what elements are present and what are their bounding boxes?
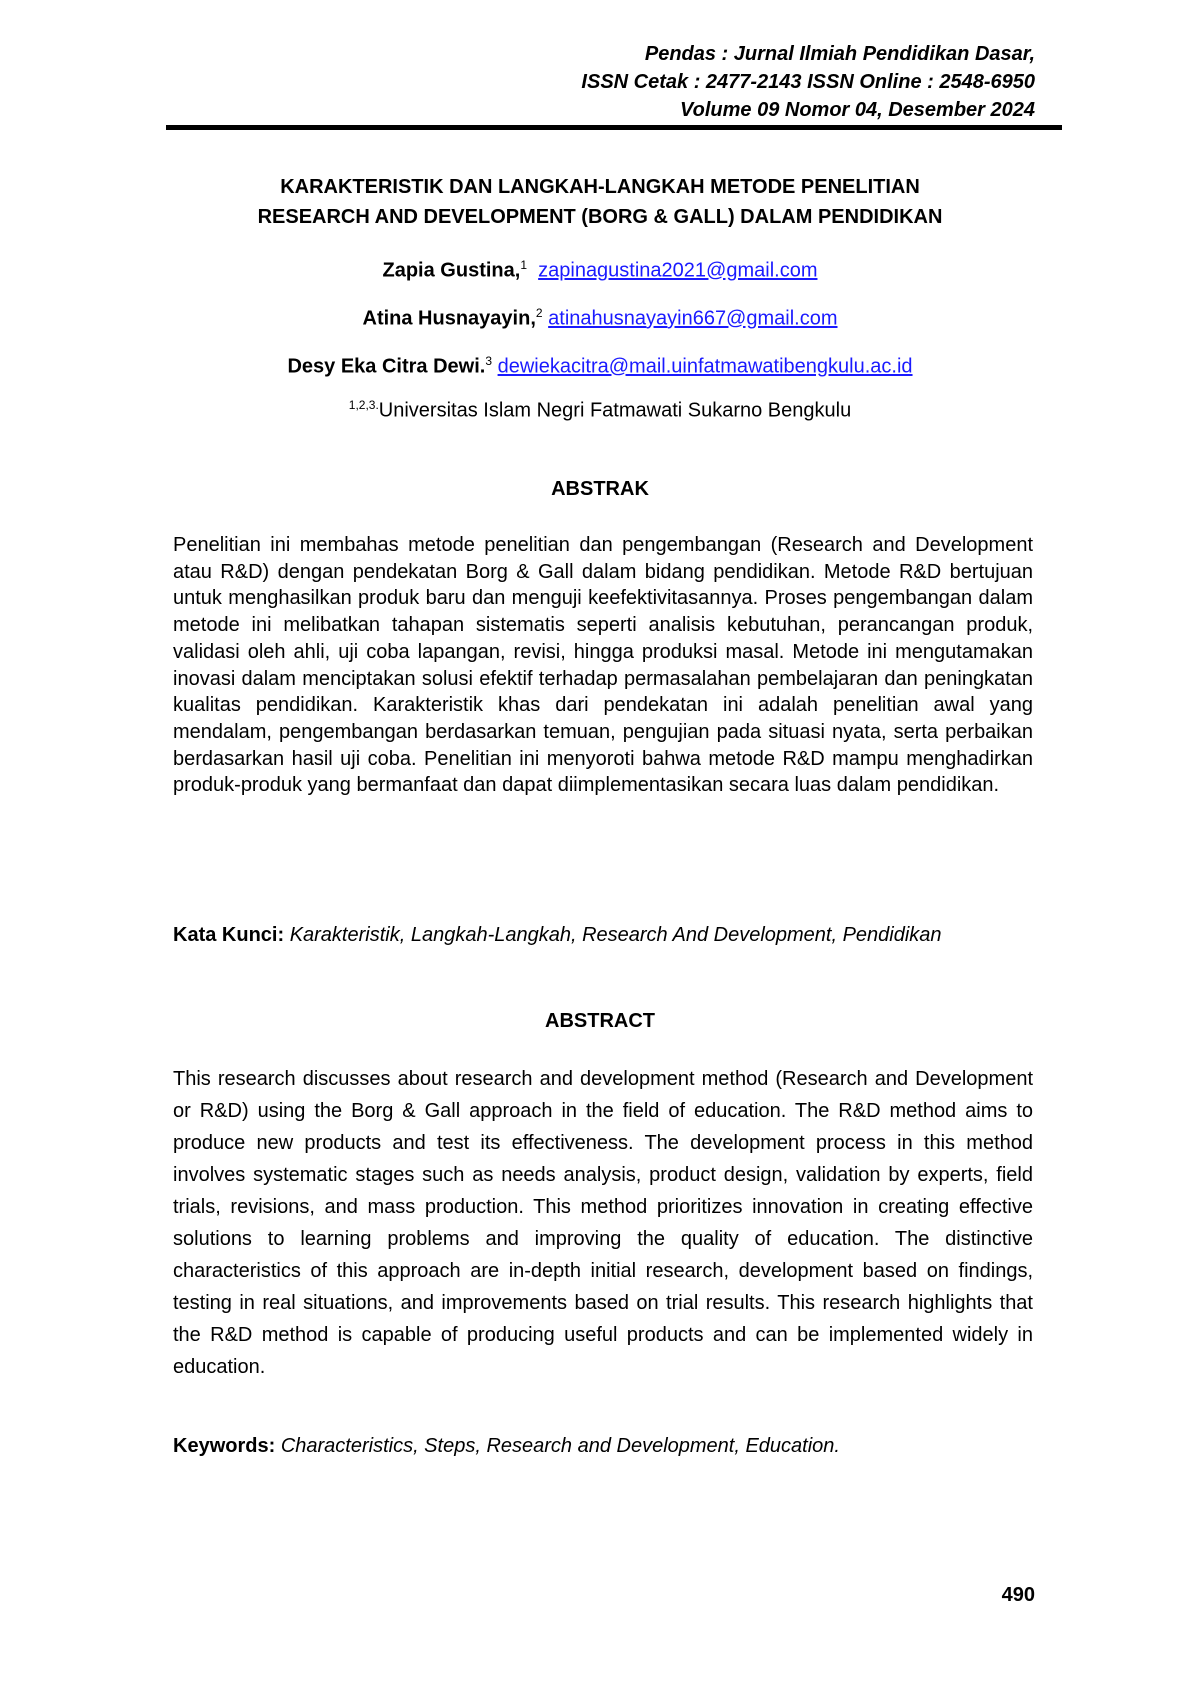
journal-volume: Volume 09 Nomor 04, Desember 2024 (680, 99, 1035, 121)
abstrak-heading: ABSTRAK (551, 478, 649, 500)
keywords-values: Characteristics, Steps, Research and Development, Education. (280, 1435, 840, 1457)
abstract-heading: ABSTRACT (545, 1010, 655, 1032)
author-sup: 3 (485, 354, 493, 368)
author-3 (166, 354, 1034, 379)
affiliation-sup: 1,2,3. (348, 398, 379, 412)
keywords-values: Karakteristik, Langkah-Langkah, Research And Development, Pendidikan (289, 924, 942, 946)
abstrak-keywords (173, 922, 1033, 948)
journal-header (581, 40, 1035, 124)
page-number: 490 (1001, 1584, 1035, 1606)
journal-issn: ISSN Cetak : 2477-2143 ISSN Online : 2548-6950 (581, 71, 1035, 93)
author-sup: 1 (520, 258, 527, 272)
keywords-label: Kata Kunci: (173, 924, 285, 946)
author-email-link[interactable]: zapinagustina2021@gmail.com (538, 259, 818, 282)
author-name: Zapia Gustina, (382, 259, 521, 282)
abstract-body: This research discusses about research and development method (Research and Development or R&D) using the Borg & Gall approach in the field of education. The R&D method aims to produce new products and test its effectiveness. The development process in this method involves systematic stages such as needs analysis, product design, validation by experts, field trials, revisions, and mass production. This method prioritizes innovation in creating effective solutions to learning problems and improving the quality of education. The distinctive characteristics of this approach are in-depth initial research, development based on findings, testing in real situations, and improvements based on trial results. This research highlights that the R&D method is capable of producing useful products and can be implemented widely in education. (173, 1068, 1033, 1378)
keywords-label: Keywords: (173, 1435, 276, 1457)
author-1 (166, 258, 1034, 283)
title-line-2: RESEARCH AND DEVELOPMENT (BORG & GALL) DALAM PENDIDIKAN (257, 206, 943, 228)
author-email-link[interactable]: dewiekacitra@mail.uinfatmawatibengkulu.ac.id (497, 355, 913, 378)
abstrak-body: Penelitian ini membahas metode penelitian dan pengembangan (Research and Development atau R&D) dengan pendekatan Borg & Gall dalam bidang pendidikan. Metode R&D bertujuan untuk menghasilkan produk baru dan menguji keefektivitasannya. Proses pengembangan dalam metode ini melibatkan tahapan sistematis seperti analisis kebutuhan, perancangan produk, validasi oleh ahli, uji coba lapangan, revisi, hingga produksi masal. Metode ini mengutamakan inovasi dalam menciptakan solusi efektif terhadap permasalahan pembelajaran dan peningkatan kualitas pendidikan. Karakteristik khas dari pendekatan ini adalah penelitian awal yang mendalam, pengembangan berdasarkan temuan, pengujian pada situasi nyata, serta perbaikan berdasarkan hasil uji coba. Penelitian ini menyoroti bahwa metode R&D mampu menghadirkan produk-produk yang bermanfaat dan dapat diimplementasikan secara luas dalam pendidikan. (173, 534, 1033, 797)
author-2 (166, 306, 1034, 331)
author-name: Atina Husnayayin, (362, 307, 536, 330)
paper-title (166, 172, 1034, 232)
author-name: Desy Eka Citra Dewi. (287, 355, 486, 378)
affiliation-text: Universitas Islam Negri Fatmawati Sukarno Bengkulu (378, 399, 852, 422)
author-sup: 2 (535, 306, 543, 320)
title-line-1: KARAKTERISTIK DAN LANGKAH-LANGKAH METODE PENELITIAN (280, 176, 920, 198)
header-rule (166, 125, 1062, 130)
journal-name: Pendas : Jurnal Ilmiah Pendidikan Dasar, (644, 43, 1035, 65)
abstract-keywords (173, 1433, 1033, 1459)
affiliation (166, 398, 1034, 423)
author-email-link[interactable]: atinahusnayayin667@gmail.com (548, 307, 838, 330)
